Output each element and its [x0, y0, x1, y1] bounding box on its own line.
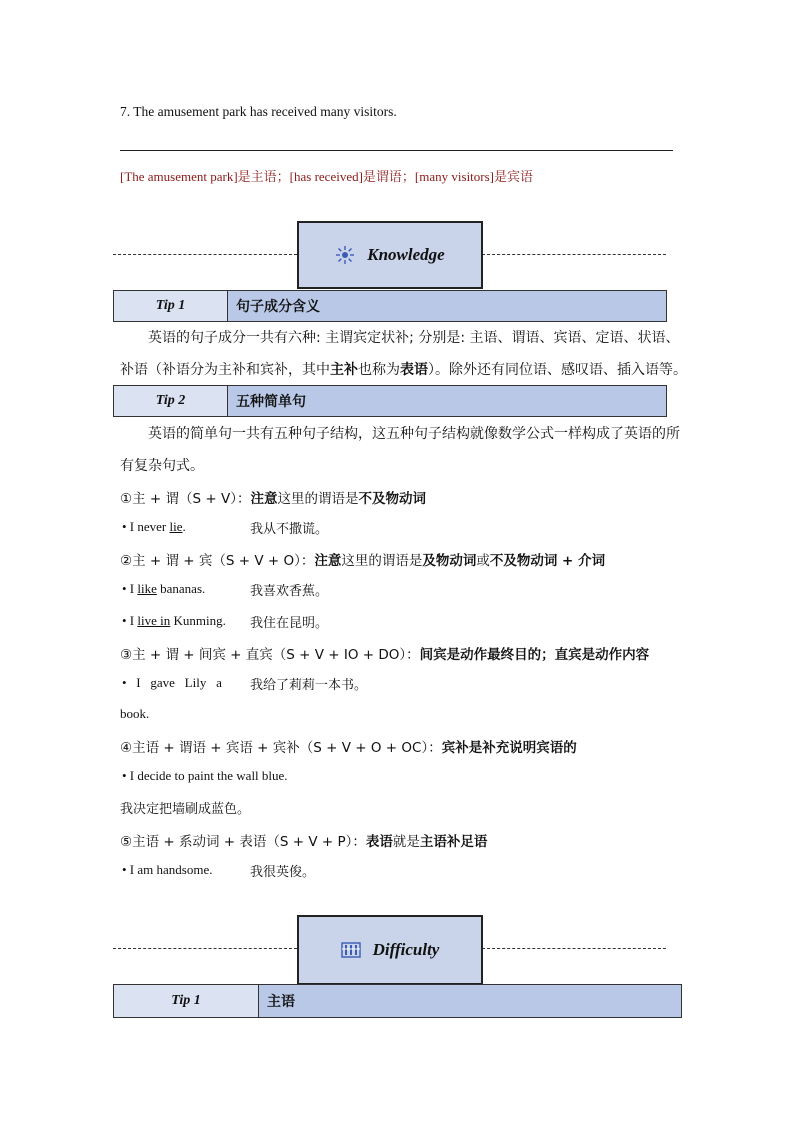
pattern-4-example-en: • I decide to paint the wall blue. — [122, 768, 288, 783]
pattern-1-example-en: • I never lie. — [122, 519, 186, 534]
pattern-3-example-zh: 我给了莉莉一本书。 — [250, 678, 368, 693]
pattern-2-example-1-zh: 我喜欢香蕉。 — [250, 584, 329, 599]
tip2-title: 五种简单句 — [236, 394, 306, 410]
pattern-1-example-zh: 我从不撒谎。 — [250, 522, 329, 537]
banner-dash-right — [482, 254, 666, 255]
exercise-answer: [The amusement park]是主语；[has received]是谓语；[many visitors]是宾语 — [120, 169, 534, 184]
sun-icon — [335, 245, 355, 265]
pattern-2: ②主 + 谓 + 宾（S + V + O）：注意这里的谓语是及物动词或不及物动词 + 介词 — [120, 553, 606, 569]
difficulty-tip1-title: 主语 — [267, 994, 295, 1010]
banner-dash-left — [113, 254, 297, 255]
exercise-sentence: 7. The amusement park has received many visitors. — [120, 104, 397, 119]
pattern-3-example-en-cont: book. — [120, 706, 150, 721]
tip1-body-line2: 补语（补语分为主补和宾补，其中主补也称为表语）。除外还有同位语、感叹语、插入语等。 — [120, 362, 687, 378]
difficulty-tip1-header — [113, 984, 682, 1018]
pattern-2-example-2-en: • I live in Kunming. — [122, 613, 226, 628]
difficulty-banner — [297, 915, 483, 985]
banner2-dash-right — [482, 948, 666, 949]
pattern-4-example-zh: 我决定把墙刷成蓝色。 — [120, 802, 251, 817]
pattern-5-example-zh: 我很英俊。 — [250, 865, 316, 880]
pattern-4: ④主语 + 谓语 + 宾语 + 宾补（S + V + O + OC）：宾补是补充说明宾语的 — [120, 740, 577, 756]
tip2-header — [113, 385, 667, 417]
tip1-label: Tip 1 — [114, 291, 228, 321]
banner2-dash-left — [113, 948, 297, 949]
tip1-header — [113, 290, 667, 322]
tip2-body-line2: 有复杂句式。 — [120, 458, 204, 474]
difficulty-title: Difficulty — [372, 940, 440, 959]
tip2-body-line1: 英语的简单句一共有五种句子结构，这五种句子结构就像数学公式一样构成了英语的所 — [148, 426, 680, 442]
tip1-body-line1: 英语的句子成分一共有六种: 主谓宾定状补; 分别是: 主语、谓语、宾语、定语、状语、 — [148, 330, 680, 346]
pattern-5-example-en: • I am handsome. — [122, 862, 213, 877]
pattern-3-example-en: • I gave Lily a — [122, 675, 222, 690]
pattern-1: ①主 + 谓（S + V）：注意这里的谓语是不及物动词 — [120, 491, 426, 507]
knowledge-title: Knowledge — [367, 245, 445, 264]
pattern-2-example-2-zh: 我住在昆明。 — [250, 616, 329, 631]
tip2-label: Tip 2 — [114, 386, 228, 416]
abacus-icon — [341, 942, 361, 958]
answer-line — [120, 150, 673, 151]
tip1-title: 句子成分含义 — [236, 299, 320, 315]
pattern-2-example-1-en: • I like bananas. — [122, 581, 206, 596]
pattern-3: ③主 + 谓 + 间宾 + 直宾（S + V + IO + DO）：间宾是动作最终目的；直宾是动作内容 — [120, 647, 650, 663]
knowledge-banner — [297, 221, 483, 289]
difficulty-tip1-label: Tip 1 — [114, 985, 259, 1017]
pattern-5: ⑤主语 + 系动词 + 表语（S + V + P）：表语就是主语补足语 — [120, 834, 488, 850]
